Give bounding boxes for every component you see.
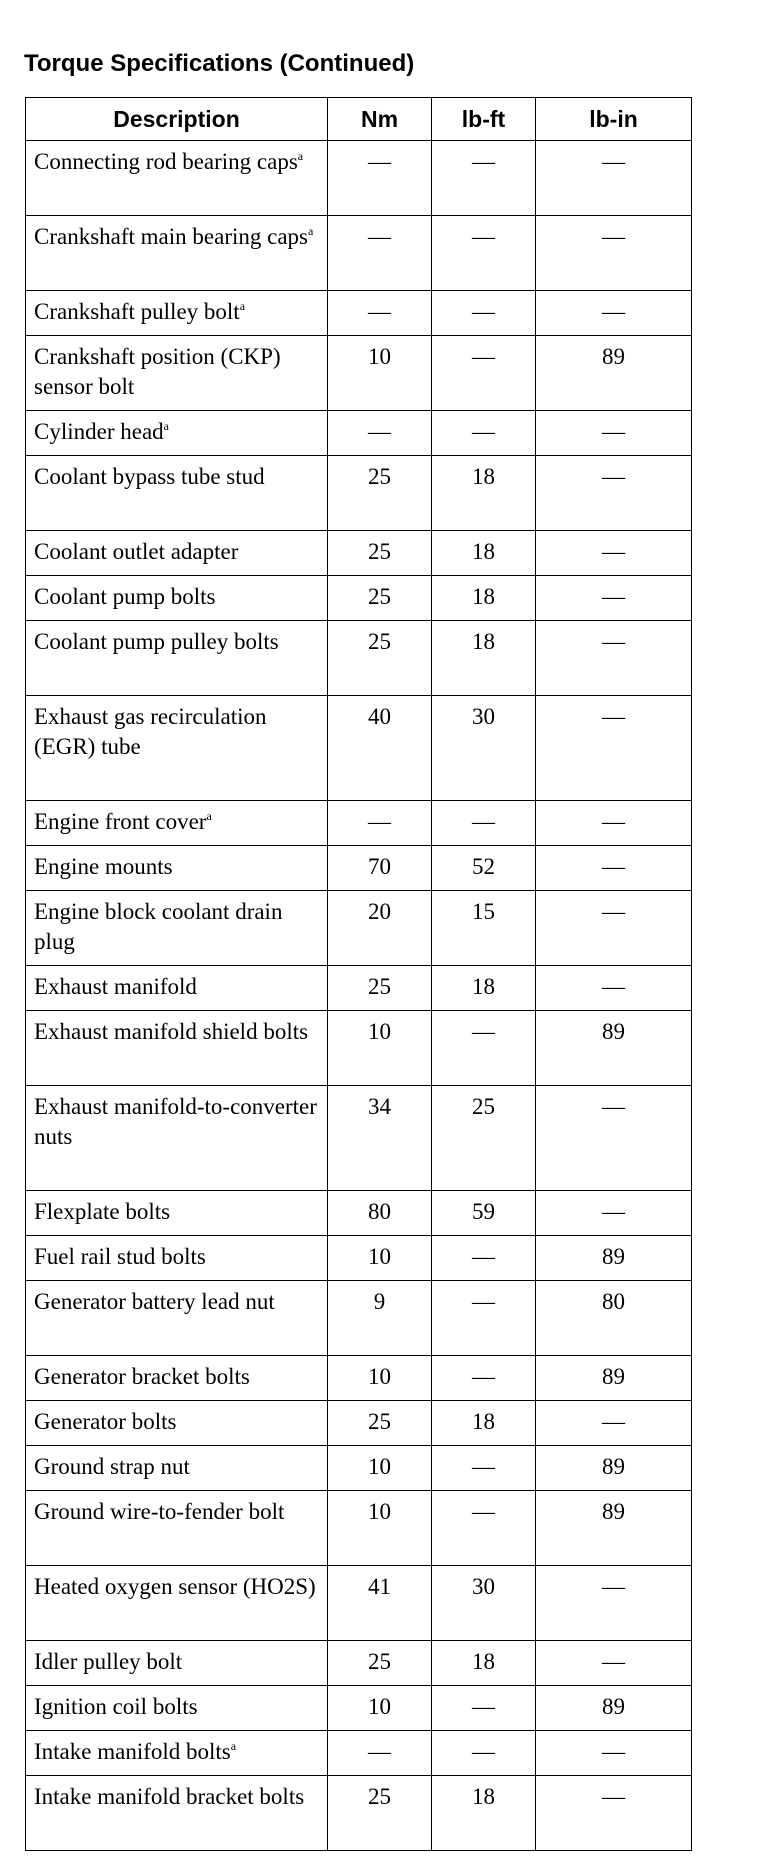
table-row	[26, 141, 692, 216]
lbin-value-cell: 89	[536, 1356, 692, 1401]
lbin-value-cell: —	[536, 576, 692, 621]
table-row	[26, 891, 692, 966]
description-text: Cylinder head	[34, 419, 164, 444]
footnote-marker: a	[206, 809, 212, 823]
description-text: Intake manifold bolts	[34, 1739, 231, 1764]
description-text: Flexplate bolts	[34, 1199, 171, 1224]
lbin-value-cell: —	[536, 1641, 692, 1686]
lbft-value-cell: —	[432, 216, 536, 291]
description-text: Fuel rail stud bolts	[34, 1244, 206, 1269]
description-cell	[26, 531, 328, 576]
lbft-value-cell: 18	[432, 576, 536, 621]
table-row	[26, 1011, 692, 1086]
nm-value-cell: 25	[328, 1401, 432, 1446]
nm-value-cell: —	[328, 141, 432, 216]
table-row	[26, 456, 692, 531]
nm-value-cell: 10	[328, 1236, 432, 1281]
description-cell	[26, 1191, 328, 1236]
description-text: Connecting rod bearing caps	[34, 149, 298, 174]
lbft-value-cell: 18	[432, 966, 536, 1011]
table-row	[26, 1236, 692, 1281]
nm-value-cell: 10	[328, 1011, 432, 1086]
description-text: Generator battery lead nut	[34, 1289, 275, 1314]
description-text: Engine mounts	[34, 854, 173, 879]
lbin-value-cell: —	[536, 291, 692, 336]
table-row	[26, 801, 692, 846]
description-cell	[26, 1776, 328, 1851]
description-cell	[26, 1566, 328, 1641]
lbin-value-cell: 80	[536, 1281, 692, 1356]
table-row	[26, 291, 692, 336]
description-cell	[26, 216, 328, 291]
nm-value-cell: 25	[328, 1641, 432, 1686]
description-cell	[26, 576, 328, 621]
table-row	[26, 336, 692, 411]
lbft-value-cell: 25	[432, 1086, 536, 1191]
description-cell	[26, 1641, 328, 1686]
table-row	[26, 1491, 692, 1566]
column-header-lbin: lb-in	[536, 98, 692, 141]
description-text: Ground wire-to-fender bolt	[34, 1499, 285, 1524]
description-cell	[26, 291, 328, 336]
lbft-value-cell: 30	[432, 696, 536, 801]
column-header-nm: Nm	[328, 98, 432, 141]
description-cell	[26, 891, 328, 966]
description-text: Intake manifold bracket bolts	[34, 1784, 305, 1809]
table-row	[26, 1356, 692, 1401]
description-cell	[26, 1686, 328, 1731]
table-row	[26, 696, 692, 801]
description-text: Ground strap nut	[34, 1454, 190, 1479]
lbin-value-cell: 89	[536, 336, 692, 411]
description-text: Exhaust gas recirculation (EGR) tube	[34, 704, 267, 759]
lbft-value-cell: 18	[432, 1401, 536, 1446]
description-cell	[26, 1236, 328, 1281]
table-row	[26, 1731, 692, 1776]
lbin-value-cell: —	[536, 621, 692, 696]
page-title: Torque Specifications (Continued)	[24, 50, 415, 77]
lbft-value-cell: 18	[432, 621, 536, 696]
description-text: Generator bolts	[34, 1409, 177, 1434]
description-cell	[26, 411, 328, 456]
footnote-marker: a	[297, 149, 304, 163]
lbin-value-cell: —	[536, 1401, 692, 1446]
table-row	[26, 966, 692, 1011]
description-text: Crankshaft position (CKP) sensor bolt	[34, 344, 281, 399]
nm-value-cell: 25	[328, 621, 432, 696]
lbin-value-cell: —	[536, 531, 692, 576]
description-cell	[26, 336, 328, 411]
description-text: Engine block coolant drain plug	[34, 899, 283, 954]
lbft-value-cell: 18	[432, 1641, 536, 1686]
lbin-value-cell: —	[536, 846, 692, 891]
lbft-value-cell: —	[432, 1491, 536, 1566]
lbin-value-cell: 89	[536, 1236, 692, 1281]
description-cell	[26, 846, 328, 891]
description-cell	[26, 1011, 328, 1086]
nm-value-cell: 70	[328, 846, 432, 891]
lbin-value-cell: —	[536, 801, 692, 846]
description-cell	[26, 621, 328, 696]
nm-value-cell: 25	[328, 576, 432, 621]
table-row	[26, 846, 692, 891]
table-header-row	[26, 98, 692, 141]
nm-value-cell: 40	[328, 696, 432, 801]
lbin-value-cell: —	[536, 216, 692, 291]
nm-value-cell: 10	[328, 1686, 432, 1731]
nm-value-cell: 10	[328, 1491, 432, 1566]
nm-value-cell: 9	[328, 1281, 432, 1356]
table-row	[26, 1446, 692, 1491]
description-cell	[26, 1491, 328, 1566]
lbft-value-cell: —	[432, 291, 536, 336]
table-row	[26, 576, 692, 621]
lbft-value-cell: —	[432, 1356, 536, 1401]
nm-value-cell: 25	[328, 456, 432, 531]
lbin-value-cell: 89	[536, 1491, 692, 1566]
description-text: Crankshaft main bearing caps	[34, 224, 308, 249]
description-cell	[26, 1401, 328, 1446]
table-row	[26, 531, 692, 576]
nm-value-cell: 25	[328, 1776, 432, 1851]
description-cell	[26, 696, 328, 801]
description-text: Coolant pump bolts	[34, 584, 216, 609]
column-header-lbft: lb-ft	[432, 98, 536, 141]
nm-value-cell: 10	[328, 1446, 432, 1491]
nm-value-cell: 10	[328, 336, 432, 411]
lbin-value-cell: 89	[536, 1011, 692, 1086]
lbft-value-cell: —	[432, 411, 536, 456]
lbft-value-cell: —	[432, 336, 536, 411]
nm-value-cell: 41	[328, 1566, 432, 1641]
table-row	[26, 1566, 692, 1641]
table-row	[26, 1401, 692, 1446]
lbft-value-cell: —	[432, 1281, 536, 1356]
lbft-value-cell: 18	[432, 1776, 536, 1851]
nm-value-cell: 10	[328, 1356, 432, 1401]
table-row	[26, 621, 692, 696]
description-cell	[26, 801, 328, 846]
nm-value-cell: 34	[328, 1086, 432, 1191]
nm-value-cell: —	[328, 1731, 432, 1776]
footnote-marker: a	[230, 1739, 237, 1753]
description-cell	[26, 966, 328, 1011]
nm-value-cell: 80	[328, 1191, 432, 1236]
description-text: Exhaust manifold	[34, 974, 197, 999]
nm-value-cell: 25	[328, 531, 432, 576]
description-cell	[26, 1281, 328, 1356]
lbin-value-cell: —	[536, 1566, 692, 1641]
nm-value-cell: —	[328, 216, 432, 291]
lbin-value-cell: —	[536, 1086, 692, 1191]
description-text: Generator bracket bolts	[34, 1364, 250, 1389]
lbft-value-cell: —	[432, 801, 536, 846]
column-header-description: Description	[26, 98, 328, 141]
table-row	[26, 1641, 692, 1686]
lbin-value-cell: —	[536, 1731, 692, 1776]
lbin-value-cell: —	[536, 411, 692, 456]
description-text: Idler pulley bolt	[34, 1649, 183, 1674]
table-row	[26, 1086, 692, 1191]
lbft-value-cell: 52	[432, 846, 536, 891]
lbft-value-cell: —	[432, 141, 536, 216]
lbin-value-cell: —	[536, 456, 692, 531]
lbin-value-cell: —	[536, 696, 692, 801]
description-text: Coolant bypass tube stud	[34, 464, 265, 489]
table-row	[26, 216, 692, 291]
lbin-value-cell: —	[536, 141, 692, 216]
lbft-value-cell: —	[432, 1236, 536, 1281]
lbin-value-cell: 89	[536, 1686, 692, 1731]
description-cell	[26, 1356, 328, 1401]
lbft-value-cell: —	[432, 1731, 536, 1776]
description-text: Ignition coil bolts	[34, 1694, 198, 1719]
table-row	[26, 1191, 692, 1236]
lbin-value-cell: —	[536, 966, 692, 1011]
nm-value-cell: 20	[328, 891, 432, 966]
nm-value-cell: —	[328, 801, 432, 846]
description-text: Exhaust manifold-to-converter nuts	[34, 1094, 317, 1149]
description-cell	[26, 141, 328, 216]
lbft-value-cell: 30	[432, 1566, 536, 1641]
lbin-value-cell: —	[536, 891, 692, 966]
description-cell	[26, 1446, 328, 1491]
lbft-value-cell: 59	[432, 1191, 536, 1236]
table-row	[26, 1281, 692, 1356]
description-text: Engine front cover	[34, 809, 207, 834]
nm-value-cell: —	[328, 291, 432, 336]
lbin-value-cell: 89	[536, 1446, 692, 1491]
table-row	[26, 1686, 692, 1731]
lbin-value-cell: —	[536, 1191, 692, 1236]
description-text: Heated oxygen sensor (HO2S)	[34, 1574, 316, 1599]
description-text: Exhaust manifold shield bolts	[34, 1019, 309, 1044]
lbft-value-cell: —	[432, 1011, 536, 1086]
description-cell	[26, 456, 328, 531]
description-text: Coolant pump pulley bolts	[34, 629, 279, 654]
description-text: Coolant outlet adapter	[34, 539, 239, 564]
lbft-value-cell: 18	[432, 456, 536, 531]
footnote-marker: a	[308, 224, 314, 238]
lbft-value-cell: —	[432, 1686, 536, 1731]
lbft-value-cell: 18	[432, 531, 536, 576]
lbft-value-cell: —	[432, 1446, 536, 1491]
table-row	[26, 1776, 692, 1851]
lbin-value-cell: —	[536, 1776, 692, 1851]
nm-value-cell: —	[328, 411, 432, 456]
footnote-marker: a	[239, 299, 246, 313]
description-text: Crankshaft pulley bolt	[34, 299, 240, 324]
lbft-value-cell: 15	[432, 891, 536, 966]
description-cell	[26, 1086, 328, 1191]
torque-spec-table	[25, 97, 692, 1851]
table-row	[26, 411, 692, 456]
footnote-marker: a	[163, 419, 169, 433]
description-cell	[26, 1731, 328, 1776]
nm-value-cell: 25	[328, 966, 432, 1011]
